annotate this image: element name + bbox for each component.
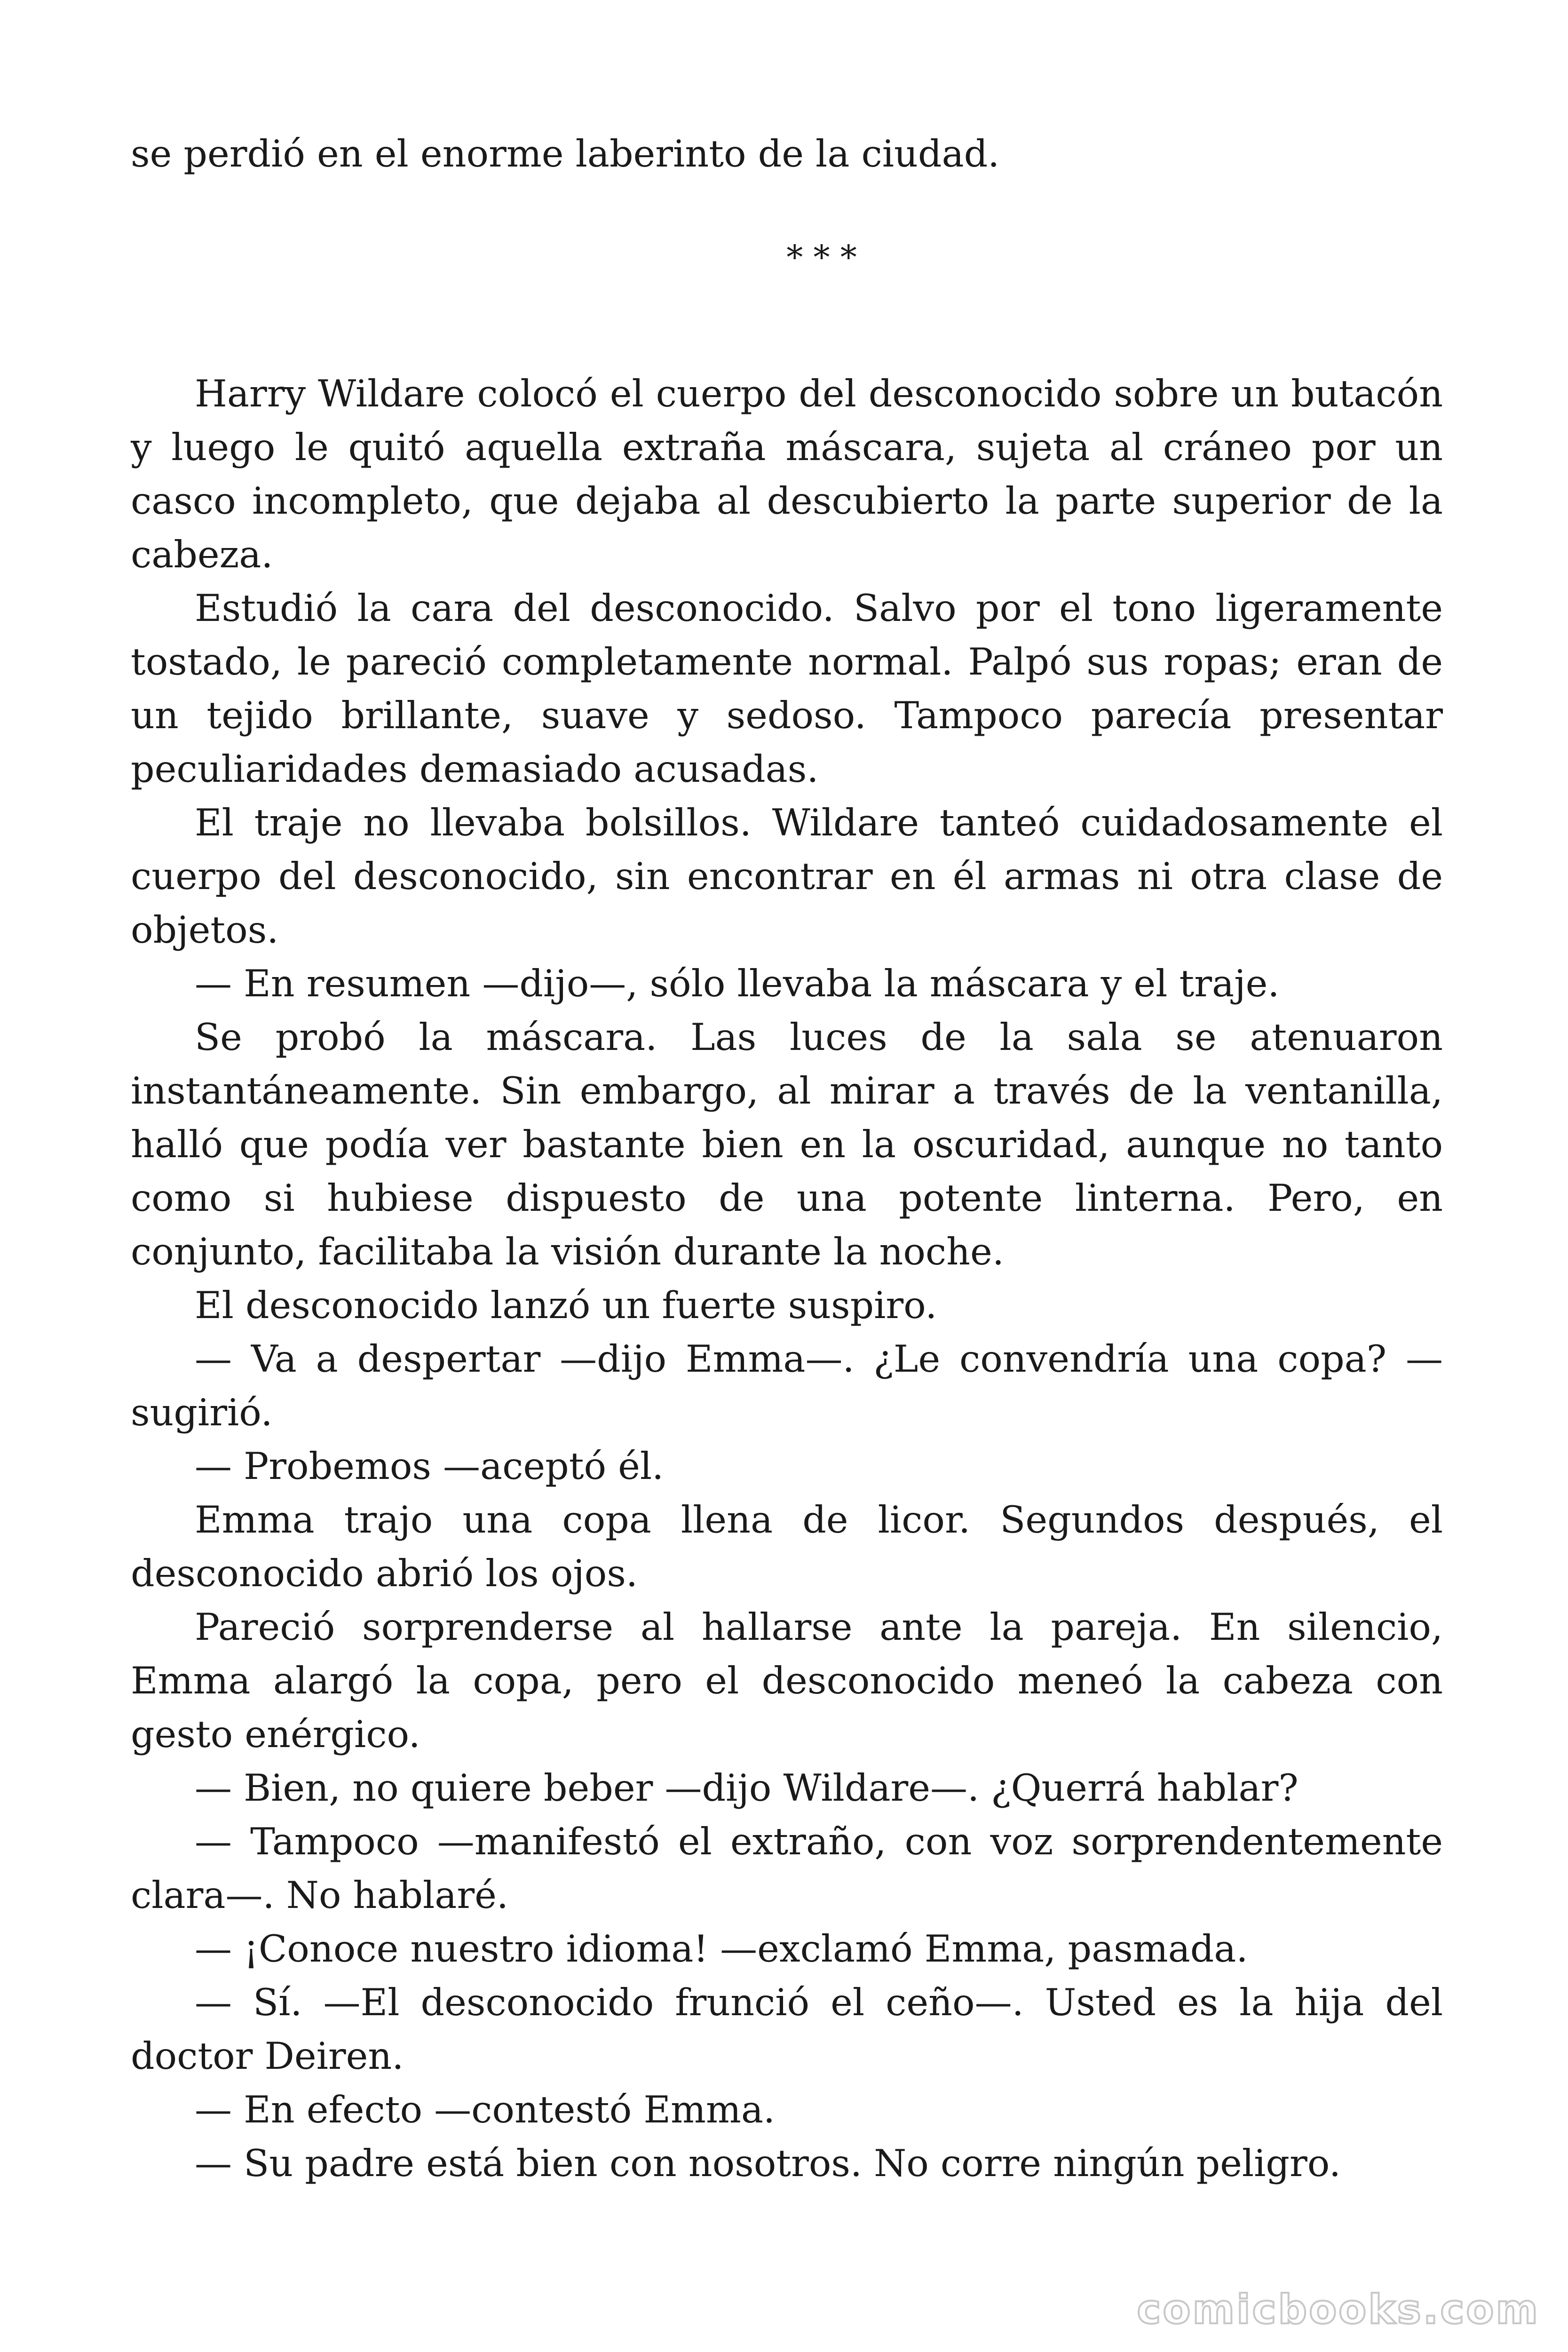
continuation-line xyxy=(131,127,1443,181)
paragraph: El desconocido lanzó un fuerte suspiro. xyxy=(195,1284,937,1327)
paragraph: Se probó la máscara. Las luces de la sala se atenuaron instantáneamente. Sin embargo, al mirar a través de la ventanilla, halló que podía ver bastante bien en la oscuridad, aunque no tanto como si hubiese dispuesto de una potente linterna. Pero, en conjunto, facilitaba la visión durante la noche. xyxy=(131,1016,1443,1273)
paragraph: — Bien, no quiere beber —dijo Wildare—. ¿Querrá hablar? xyxy=(195,1766,1299,1810)
body-text xyxy=(131,367,1443,2190)
paragraph: Pareció sorprenderse al hallarse ante la pareja. En silencio, Emma alargó la copa, pero el desconocido meneó la cabeza con gesto enérgico. xyxy=(131,1605,1443,1756)
paragraph: Harry Wildare colocó el cuerpo del desconocido sobre un butacón y luego le quitó aquella extraña máscara, sujeta al cráneo por un casco incompleto, que dejaba al descubierto la parte superior de la cabeza. xyxy=(131,372,1443,576)
site-watermark: comicbooks.com xyxy=(1137,2286,1540,2333)
paragraph: El traje no llevaba bolsillos. Wildare tanteó cuidadosamente el cuerpo del desconocido, sin encontrar en él armas ni otra clase de objetos. xyxy=(131,801,1443,952)
paragraph: — Sí. —El desconocido frunció el ceño—. Usted es la hija del doctor Deiren. xyxy=(131,1981,1443,2078)
paragraph: — Probemos —aceptó él. xyxy=(195,1445,664,1488)
paragraph: — Va a despertar —dijo Emma—. ¿Le convendría una copa? —sugirió. xyxy=(131,1337,1443,1434)
paragraph: — ¡Conoce nuestro idioma! —exclamó Emma, pasmada. xyxy=(195,1927,1248,1971)
section-separator: * * * xyxy=(786,238,857,277)
paragraph: — Su padre está bien con nosotros. No corre ningún peligro. xyxy=(195,2142,1341,2185)
paragraph: — En efecto —contestó Emma. xyxy=(195,2088,776,2131)
paragraph-continuation: se perdió en el enorme laberinto de la ciudad. xyxy=(131,132,1000,175)
paragraph: — Tampoco —manifestó el extraño, con voz sorprendentemente clara—. No hablaré. xyxy=(131,1820,1443,1917)
paragraph: — En resumen —dijo—, sólo llevaba la máscara y el traje. xyxy=(195,962,1280,1005)
paragraph: Estudió la cara del desconocido. Salvo por el tono ligeramente tostado, le pareció completamente normal. Palpó sus ropas; eran de un tejido brillante, suave y sedoso. Tampoco parecía presentar peculiaridades demasiado acusadas. xyxy=(131,587,1443,791)
paragraph: Emma trajo una copa llena de licor. Segundos después, el desconocido abrió los ojos. xyxy=(131,1498,1443,1595)
